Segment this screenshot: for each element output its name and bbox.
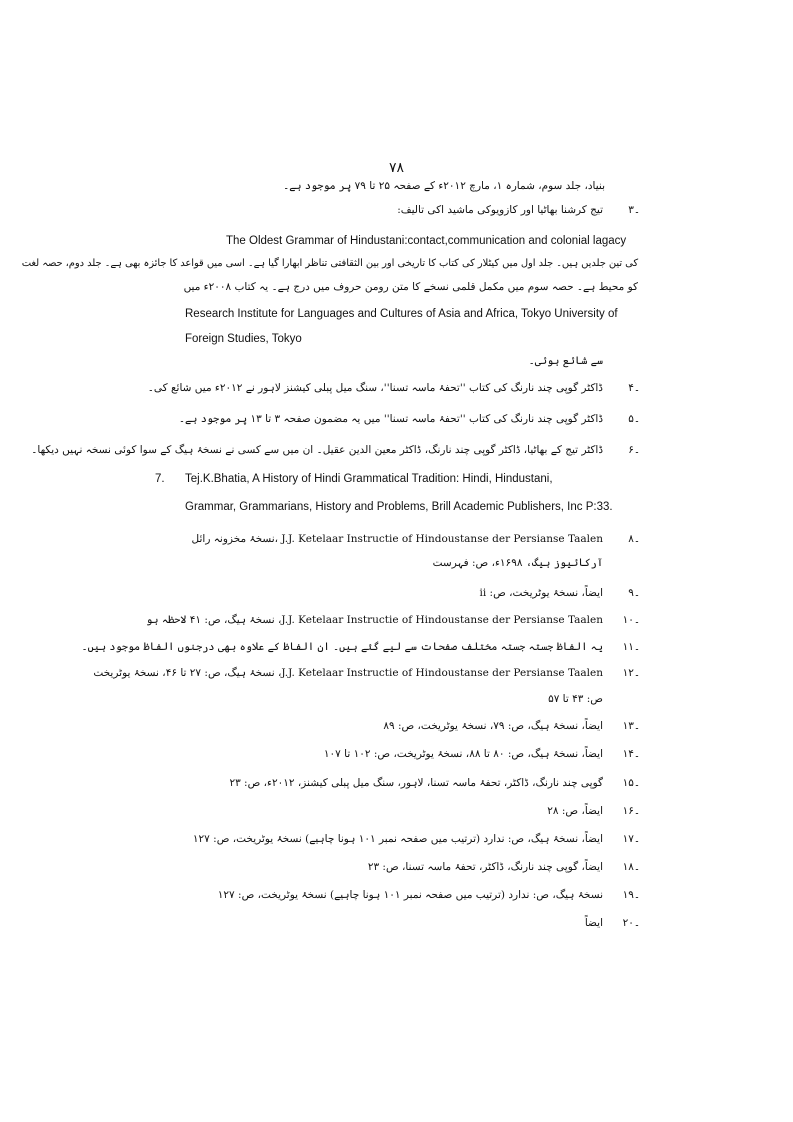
note-text: J.J. Ketelaar Instructie of Hindoustanse der Persianse Taalen، نسخۂ ہیگ، ص: ۴۱ لاحظہ ہو <box>146 614 603 626</box>
note-text: تیج کرشنا بھاٹیا اور کازویوکی ماشید اکی تالیف: <box>397 204 603 216</box>
note-text: گوپی چند نارنگ، ڈاکٹر، تحفۂ ماسہ تسنا، لاہور، سنگ میل پبلی کیشنز، ۲۰۱۲ء، ص: ۲۳ <box>229 777 603 789</box>
note-number: ۱۳۔ <box>622 720 640 732</box>
note-text: J.J. Ketelaar Instructie of Hindoustanse der Persianse Taalen، نسخۂ ہیگ، ص: ۲۷ تا ۴۶، نسخۂ یوٹریخت <box>93 667 603 679</box>
note-number: ۸۔ <box>628 533 640 545</box>
note-text: ص: ۴۳ تا ۵۷ <box>548 693 603 705</box>
note-text: یہ الفاظ جستہ جستہ مختلف صفحات سے لیے گئے ہیں۔ ان الفاظ کے علاوہ بھی درجنوں الفاظ موجود ہیں۔ <box>81 641 603 653</box>
note-text: ایضاً <box>584 917 603 929</box>
english-book-title: The Oldest Grammar of Hindustani:contact,communication and colonial lagacy <box>226 235 627 247</box>
note-text: ایضاً، نسخۂ ہیگ، ص: ۷۹، نسخۂ یوٹریخت، ص: ۸۹ <box>383 720 603 732</box>
note-number: ۱۸۔ <box>622 861 640 873</box>
note-number: ۴۔ <box>628 382 640 394</box>
note-text: ایضاً، نسخۂ یوٹریخت، ص: ii <box>479 587 603 599</box>
note-number: ۱۴۔ <box>622 748 640 760</box>
english-reference-line: Grammar, Grammarians, History and Problems, Brill Academic Publishers, Inc P:33. <box>185 501 613 513</box>
note-number: ۱۹۔ <box>622 889 640 901</box>
note-text: ایضاً، نسخۂ ہیگ، ص: ندارد (ترتیب میں صفحہ نمبر ۱۰۱ ہونا چاہیے) نسخۂ یوٹریخت، ص: ۱۲۷ <box>192 833 603 845</box>
note-number: ۱۶۔ <box>622 805 640 817</box>
note-number: ۱۰۔ <box>622 614 640 626</box>
note-text: ایضاً، ص: ۲۸ <box>547 805 603 817</box>
note-number: ۳۔ <box>628 204 640 216</box>
note-text: کی تین جلدیں ہیں۔ جلد اول میں کیٹلار کی کتاب کا تاریخی اور بین الثقافتی تناظر ابھارا گیا ہے۔ اسی میں قواعد کا جائزہ بھی ہے۔ جلد دوم، حصہ لغت <box>21 258 638 269</box>
note-number: ۹۔ <box>628 587 640 599</box>
note-continuation-line: بنیاد، جلد سوم، شمارہ ۱، مارچ ۲۰۱۲ء کے صفحہ ۲۵ تا ۷۹ پر موجود ہے۔ <box>283 180 605 192</box>
note-text: ایضاً، نسخۂ ہیگ، ص: ۸۰ تا ۸۸، نسخۂ یوٹریخت، ص: ۱۰۲ تا ۱۰۷ <box>323 748 603 760</box>
note-text: J.J. Ketelaar Instructie of Hindoustanse der Persianse Taalen ،نسخۂ مخزونہ رائل <box>191 533 603 545</box>
note-number: ۱۵۔ <box>622 777 640 789</box>
note-text: سے شائع ہوئی۔ <box>528 355 603 367</box>
english-publisher-line: Research Institute for Languages and Cultures of Asia and Africa, Tokyo University of <box>185 308 618 320</box>
note-number: ۱۱۔ <box>622 641 640 653</box>
note-text: آرکائیوز ہیگ، ۱۶۹۸ء، ص: فہرست <box>432 557 603 569</box>
english-reference-line: Tej.K.Bhatia, A History of Hindi Grammatical Tradition: Hindi, Hindustani, <box>185 473 553 485</box>
page-number: ۷۸ <box>388 160 405 176</box>
note-number: ۵۔ <box>628 413 640 425</box>
english-publisher-line: Foreign Studies, Tokyo <box>185 333 302 345</box>
note-text: کو محیط ہے۔ حصہ سوم میں مکمل قلمی نسخے کا متن رومن حروف میں درج ہے۔ یہ کتاب ۲۰۰۸ء میں <box>183 281 638 293</box>
note-number: 7. <box>155 473 165 485</box>
note-text: ڈاکٹر تیج کے بھاٹیا، ڈاکٹر گوپی چند نارنگ، ڈاکٹر معین الدین عقیل۔ ان میں سے کسی نے نسخۂ ہیگ کے سوا کوئی نسخہ نہیں دیکھا۔ <box>31 444 603 456</box>
note-number: ۲۰۔ <box>622 917 640 929</box>
note-text: ڈاکٹر گوپی چند نارنگ کی کتاب ''تحفۂ ماسہ تسنا'' میں یہ مضمون صفحہ ۳ تا ۱۳ پر موجود ہے۔ <box>178 413 603 425</box>
note-text: ڈاکٹر گوپی چند نارنگ کی کتاب ''تحفۂ ماسہ تسنا''، سنگ میل پبلی کیشنز لاہور نے ۲۰۱۲ء میں شائع کی۔ <box>147 382 603 394</box>
note-number: ۱۲۔ <box>622 667 640 679</box>
note-text: نسخۂ ہیگ، ص: ندارد (ترتیب میں صفحہ نمبر ۱۰۱ ہونا چاہیے) نسخۂ یوٹریخت، ص: ۱۲۷ <box>217 889 603 901</box>
note-text: ایضاً، گوپی چند نارنگ، ڈاکٹر، تحفۂ ماسہ تسنا، ص: ۲۳ <box>367 861 603 873</box>
note-number: ۱۷۔ <box>622 833 640 845</box>
note-number: ۶۔ <box>628 444 640 456</box>
